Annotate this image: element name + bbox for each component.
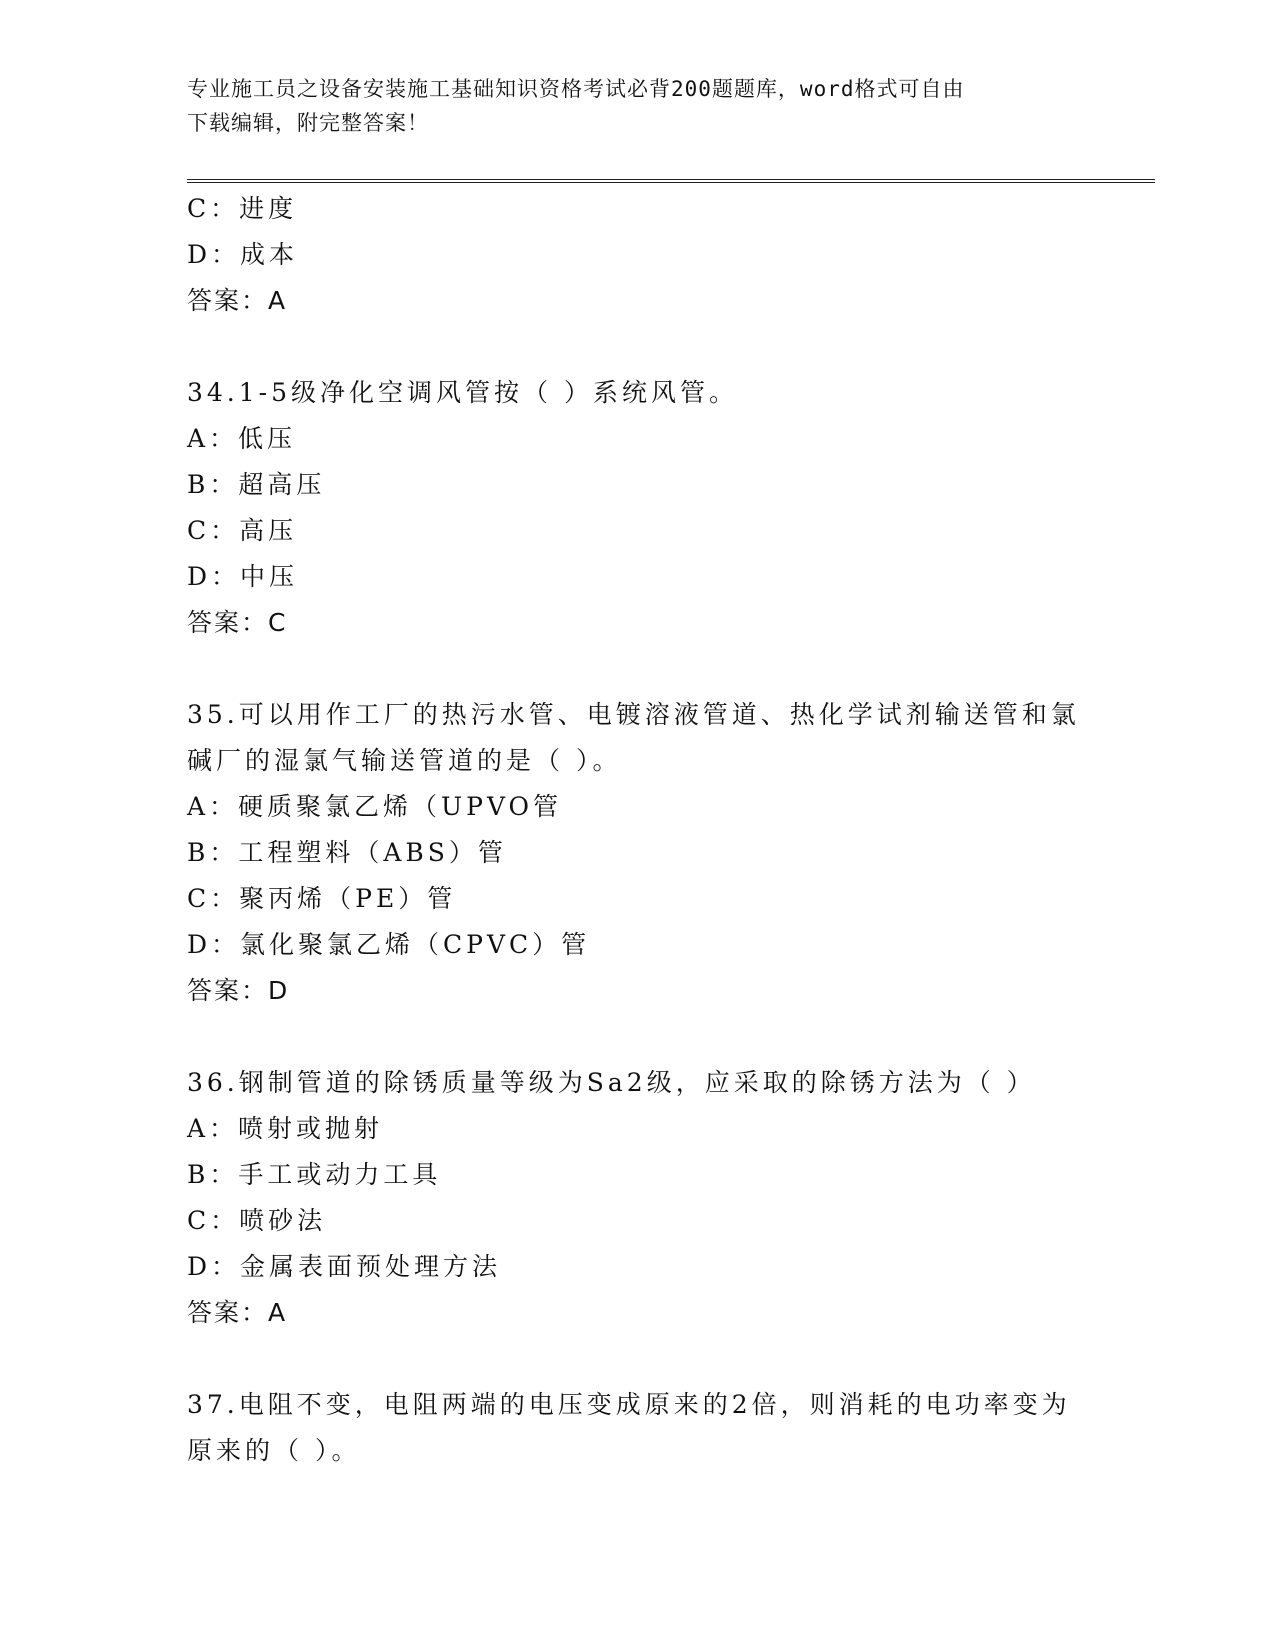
header-title-line-2: 下载编辑，附完整答案！ [187,111,429,135]
question-stem: 35.可以用作工厂的热污水管、电镀溶液管道、热化学试剂输送管和氯 [187,700,1080,729]
answer-line: 答案：D [187,976,290,1005]
header-title-line-1: 专业施工员之设备安装施工基础知识资格考试必背200题题库，word格式可自由 [187,77,965,101]
option-d: D：成本 [187,240,299,269]
question-block-33 [187,186,1087,324]
answer-line: 答案：C [187,608,288,637]
option-c: C：聚丙烯（PE）管 [187,884,457,913]
option-b: B：手工或动力工具 [187,1160,442,1189]
answer-line: 答案：A [187,1298,288,1327]
option-b: B：超高压 [187,470,326,499]
header-divider [187,179,1155,183]
question-stem: 36.钢制管道的除锈质量等级为Sa2级，应采取的除锈方法为（ ） [187,1068,1036,1097]
option-d: D：氯化聚氯乙烯（CPVC）管 [187,930,591,959]
option-a: A：硬质聚氯乙烯（UPVO管 [187,792,563,821]
option-d: D：金属表面预处理方法 [187,1252,502,1281]
question-stem: 34.1-5级净化空调风管按（ ）系统风管。 [187,378,738,407]
answer-line: 答案：A [187,286,288,315]
question-spacer [187,1014,1087,1060]
question-block-36 [187,1060,1087,1336]
question-stem-continued: 碱厂的湿氯气输送管道的是（ ）。 [187,746,622,775]
option-c: C：喷砂法 [187,1206,327,1235]
option-a: A：低压 [187,424,297,453]
question-spacer [187,646,1087,692]
option-a: A：喷射或抛射 [187,1114,384,1143]
option-c: C：进度 [187,194,298,223]
question-block-35 [187,692,1087,1014]
document-header [187,72,1067,140]
question-stem-continued: 原来的（ ）。 [187,1436,361,1465]
question-list [187,186,1087,1474]
question-spacer [187,1336,1087,1382]
option-c: C：高压 [187,516,298,545]
question-block-34 [187,370,1087,646]
option-b: B：工程塑料（ABS）管 [187,838,507,867]
option-d: D：中压 [187,562,299,591]
question-block-37 [187,1382,1087,1474]
question-stem: 37.电阻不变，电阻两端的电压变成原来的2倍，则消耗的电功率变为 [187,1390,1071,1419]
question-spacer [187,324,1087,370]
